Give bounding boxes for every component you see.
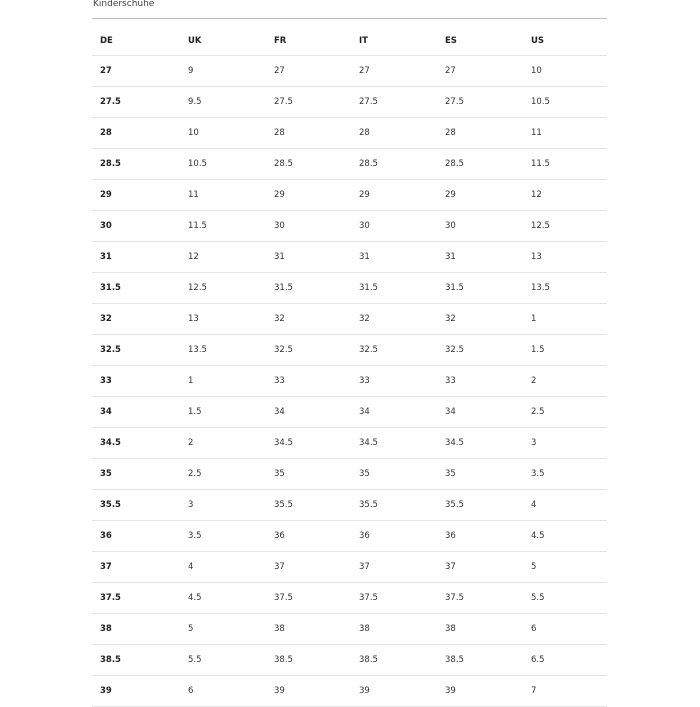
- cell-uk: 3: [188, 500, 194, 510]
- table-row: [92, 56, 607, 87]
- cell-uk: 4: [188, 562, 194, 572]
- cell-de: 34: [100, 407, 112, 417]
- cell-us: 4: [531, 500, 537, 510]
- cell-uk: 5.5: [188, 655, 202, 665]
- cell-fr: 27.5: [274, 97, 293, 107]
- cell-es: 27.5: [445, 97, 464, 107]
- cell-de: 38.5: [100, 655, 121, 665]
- cell-es: 36: [445, 531, 456, 541]
- cell-fr: 31.5: [274, 283, 293, 293]
- table-row: [92, 211, 607, 242]
- cell-us: 5.5: [531, 593, 545, 603]
- cell-it: 36: [359, 531, 370, 541]
- column-header-uk: UK: [188, 35, 202, 46]
- cell-it: 35: [359, 469, 370, 479]
- cell-it: 29: [359, 190, 370, 200]
- table-row: [92, 490, 607, 521]
- cell-de: 27: [100, 66, 112, 76]
- column-header-us: US: [531, 35, 545, 46]
- cell-fr: 39: [274, 686, 285, 696]
- table-row: [92, 645, 607, 676]
- cell-it: 35.5: [359, 500, 378, 510]
- cell-fr: 38: [274, 624, 285, 634]
- cell-de: 37.5: [100, 593, 121, 603]
- table-row: [92, 335, 607, 366]
- cell-uk: 1: [188, 376, 194, 386]
- table-row: [92, 397, 607, 428]
- cell-it: 32.5: [359, 345, 378, 355]
- cell-uk: 12.5: [188, 283, 207, 293]
- cell-de: 31.5: [100, 283, 121, 293]
- cell-es: 37.5: [445, 593, 464, 603]
- cell-it: 34: [359, 407, 370, 417]
- cell-uk: 13.5: [188, 345, 207, 355]
- cell-it: 32: [359, 314, 370, 324]
- cell-fr: 34: [274, 407, 285, 417]
- cell-de: 37: [100, 562, 112, 572]
- cell-us: 1.5: [531, 345, 545, 355]
- title-divider: [92, 18, 607, 19]
- cell-us: 13.5: [531, 283, 550, 293]
- cell-fr: 35: [274, 469, 285, 479]
- table-row: [92, 459, 607, 490]
- cell-it: 33: [359, 376, 370, 386]
- cell-es: 30: [445, 221, 456, 231]
- cell-uk: 11.5: [188, 221, 207, 231]
- table-row: [92, 87, 607, 118]
- cell-de: 36: [100, 531, 112, 541]
- cell-it: 30: [359, 221, 370, 231]
- cell-it: 28.5: [359, 159, 378, 169]
- column-header-it: IT: [359, 35, 368, 46]
- cell-fr: 37: [274, 562, 285, 572]
- cell-uk: 6: [188, 686, 194, 696]
- table-row: [92, 366, 607, 397]
- cell-de: 28: [100, 128, 112, 138]
- cell-fr: 32: [274, 314, 285, 324]
- cell-uk: 12: [188, 252, 199, 262]
- table-row: [92, 273, 607, 304]
- table-row: [92, 428, 607, 459]
- cell-de: 28.5: [100, 159, 121, 169]
- cell-us: 12.5: [531, 221, 550, 231]
- cell-us: 3.5: [531, 469, 545, 479]
- cell-uk: 9: [188, 66, 194, 76]
- cell-es: 33: [445, 376, 456, 386]
- table-row: [92, 676, 607, 707]
- cell-es: 28.5: [445, 159, 464, 169]
- table-row: [92, 304, 607, 335]
- cell-uk: 10: [188, 128, 199, 138]
- table-row: [92, 583, 607, 614]
- table-row: [92, 149, 607, 180]
- cell-it: 38.5: [359, 655, 378, 665]
- cell-es: 31: [445, 252, 456, 262]
- cell-fr: 27: [274, 66, 285, 76]
- cell-es: 29: [445, 190, 456, 200]
- cell-de: 31: [100, 252, 112, 262]
- cell-fr: 33: [274, 376, 285, 386]
- cell-fr: 38.5: [274, 655, 293, 665]
- cell-de: 27.5: [100, 97, 121, 107]
- cell-it: 34.5: [359, 438, 378, 448]
- cell-it: 27.5: [359, 97, 378, 107]
- cell-es: 35: [445, 469, 456, 479]
- cell-uk: 1.5: [188, 407, 202, 417]
- cell-us: 6: [531, 624, 537, 634]
- cell-es: 37: [445, 562, 456, 572]
- cell-uk: 10.5: [188, 159, 207, 169]
- cell-uk: 11: [188, 190, 199, 200]
- cell-fr: 32.5: [274, 345, 293, 355]
- cell-us: 7: [531, 686, 537, 696]
- cell-us: 6.5: [531, 655, 545, 665]
- cell-us: 1: [531, 314, 537, 324]
- cell-es: 27: [445, 66, 456, 76]
- cell-us: 2: [531, 376, 537, 386]
- table-header-row: [92, 26, 607, 56]
- column-header-fr: FR: [274, 35, 287, 46]
- table-row: [92, 552, 607, 583]
- cell-uk: 5: [188, 624, 194, 634]
- cell-uk: 9.5: [188, 97, 202, 107]
- table-row: [92, 118, 607, 149]
- column-header-es: ES: [445, 35, 457, 46]
- cell-us: 4.5: [531, 531, 545, 541]
- cell-es: 38: [445, 624, 456, 634]
- cell-us: 2.5: [531, 407, 545, 417]
- cell-fr: 28.5: [274, 159, 293, 169]
- cell-fr: 34.5: [274, 438, 293, 448]
- cell-es: 31.5: [445, 283, 464, 293]
- column-header-de: DE: [100, 35, 113, 46]
- cell-de: 29: [100, 190, 112, 200]
- cell-fr: 29: [274, 190, 285, 200]
- cell-fr: 28: [274, 128, 285, 138]
- cell-es: 34.5: [445, 438, 464, 448]
- table-row: [92, 180, 607, 211]
- cell-uk: 2.5: [188, 469, 202, 479]
- cell-es: 35.5: [445, 500, 464, 510]
- cell-fr: 30: [274, 221, 285, 231]
- cell-de: 39: [100, 686, 112, 696]
- cell-it: 31.5: [359, 283, 378, 293]
- cell-us: 3: [531, 438, 537, 448]
- cell-de: 32: [100, 314, 112, 324]
- cell-de: 34.5: [100, 438, 121, 448]
- cell-de: 38: [100, 624, 112, 634]
- cell-fr: 37.5: [274, 593, 293, 603]
- cell-us: 13: [531, 252, 542, 262]
- cell-it: 28: [359, 128, 370, 138]
- cell-es: 28: [445, 128, 456, 138]
- cell-fr: 31: [274, 252, 285, 262]
- cell-fr: 35.5: [274, 500, 293, 510]
- cell-de: 30: [100, 221, 112, 231]
- cell-de: 35: [100, 469, 112, 479]
- cell-us: 11.5: [531, 159, 550, 169]
- cell-fr: 36: [274, 531, 285, 541]
- cell-de: 32.5: [100, 345, 121, 355]
- cell-de: 35.5: [100, 500, 121, 510]
- cell-us: 11: [531, 128, 542, 138]
- cell-es: 38.5: [445, 655, 464, 665]
- cell-it: 31: [359, 252, 370, 262]
- cell-it: 39: [359, 686, 370, 696]
- cell-it: 37: [359, 562, 370, 572]
- cell-it: 27: [359, 66, 370, 76]
- page-title: Kinderschuhe: [93, 0, 155, 9]
- cell-us: 10: [531, 66, 542, 76]
- cell-es: 32.5: [445, 345, 464, 355]
- size-conversion-table: [92, 26, 607, 707]
- cell-de: 33: [100, 376, 112, 386]
- cell-es: 39: [445, 686, 456, 696]
- cell-us: 5: [531, 562, 537, 572]
- cell-us: 12: [531, 190, 542, 200]
- cell-es: 32: [445, 314, 456, 324]
- cell-uk: 13: [188, 314, 199, 324]
- table-row: [92, 521, 607, 552]
- cell-it: 38: [359, 624, 370, 634]
- cell-it: 37.5: [359, 593, 378, 603]
- cell-es: 34: [445, 407, 456, 417]
- table-row: [92, 242, 607, 273]
- cell-uk: 3.5: [188, 531, 202, 541]
- table-row: [92, 614, 607, 645]
- cell-uk: 2: [188, 438, 194, 448]
- table-body: [92, 56, 607, 707]
- cell-us: 10.5: [531, 97, 550, 107]
- cell-uk: 4.5: [188, 593, 202, 603]
